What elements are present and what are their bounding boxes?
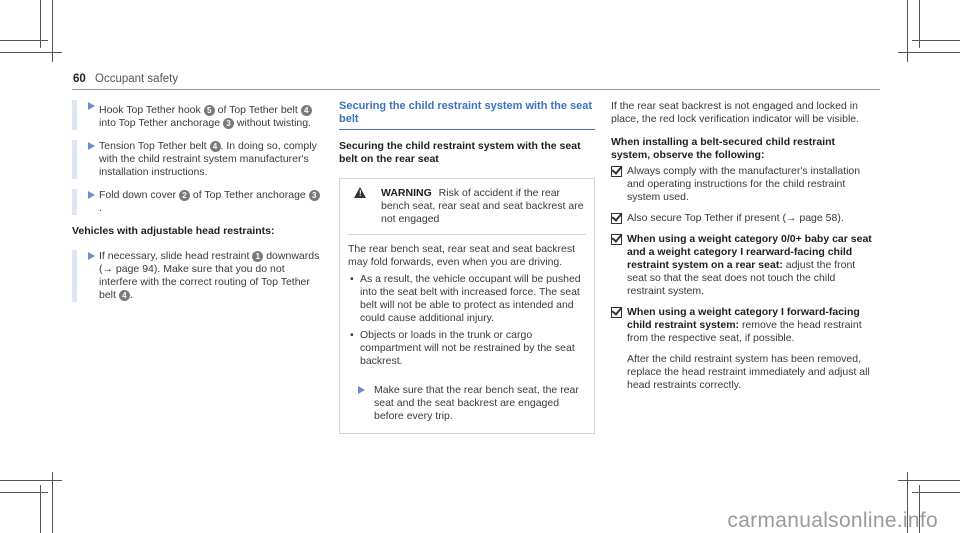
step-text: If necessary, slide head restraint 1 downwards (→ page 94). Make sure that you do not interfere with the correct routing of Top Tether belt 4 . xyxy=(99,250,320,301)
checkbox-icon xyxy=(611,166,622,177)
crop-mark xyxy=(898,52,960,53)
warning-label: WARNING xyxy=(381,187,432,199)
step-arrow-icon xyxy=(88,191,95,199)
crop-mark xyxy=(0,52,62,53)
intro-paragraph: If the rear seat backrest is not engaged and locked in place, the red lock verification indicator will be visible. xyxy=(611,100,860,125)
warning-bullet: • As a result, the vehicle occupant will be pushed into the seat belt with increased force. The seat belt will not be able to protect as intended and could cause additional injury. xyxy=(350,273,581,324)
step-arrow-icon xyxy=(358,386,365,394)
step-text: Tension Top Tether belt 4 . In doing so, comply with the child restraint system manufacturer's installation instructions. xyxy=(99,140,317,178)
column-left xyxy=(72,100,320,312)
checkbox-icon xyxy=(611,307,622,318)
callout-1-icon: 1 xyxy=(252,251,263,262)
callout-4-icon: 4 xyxy=(119,290,130,301)
checklist-heading: When installing a belt-secured child restraint system, observe the following: xyxy=(611,136,836,161)
crop-mark xyxy=(912,492,960,493)
warning-header xyxy=(348,187,586,235)
callout-3-icon: 3 xyxy=(223,118,234,129)
checklist-item: When using a weight category I forward-facing child restraint system: remove the head restraint from the respective seat, if possible. xyxy=(611,306,876,345)
column-middle xyxy=(339,100,595,434)
page-number: 60 xyxy=(73,73,86,85)
step-fold-cover xyxy=(72,189,320,215)
step-text: Hook Top Tether hook 5 of Top Tether belt 4 into Top Tether anchorage 3 without twisting. xyxy=(99,104,312,129)
step-text: Fold down cover 2 of Top Tether anchorage 3. xyxy=(87,189,320,215)
warning-bullet: • Objects or loads in the trunk or cargo compartment will not be restrained by the seat backrest. xyxy=(350,329,575,367)
crop-mark xyxy=(0,40,48,41)
crop-mark xyxy=(912,40,960,41)
checkbox-icon xyxy=(611,213,622,224)
step-arrow-icon xyxy=(88,252,95,260)
warning-box xyxy=(339,178,595,434)
section-subtitle: Securing the child restraint system with the seat belt on the rear seat xyxy=(339,140,581,165)
crop-mark xyxy=(898,480,960,481)
callout-3-icon: 3 xyxy=(309,190,320,201)
column-right xyxy=(611,100,876,402)
after-removal-paragraph: After the child restraint system has been removed, replace the head restraint immediately and adjust all head restraints correctly. xyxy=(627,353,870,391)
step-arrow-icon xyxy=(88,142,95,150)
section-title: Securing the child restraint system with the seat belt xyxy=(339,100,595,130)
warning-title: Risk of accident if the rear bench seat, rear seat and seat backrest are not engaged xyxy=(381,187,584,225)
warning-body: The rear bench seat, rear seat and seat backrest may fold forwards, even when you are driving. xyxy=(348,243,576,268)
crop-mark xyxy=(52,472,53,533)
crop-mark xyxy=(0,480,62,481)
step-arrow-icon xyxy=(88,102,95,110)
bullet-icon: • xyxy=(350,273,354,285)
callout-4-icon: 4 xyxy=(210,141,221,152)
bullet-icon: • xyxy=(350,329,354,341)
page-header xyxy=(73,73,178,85)
header-rule xyxy=(72,89,880,90)
subheading-head-restraints: Vehicles with adjustable head restraints: xyxy=(72,225,275,237)
warning-triangle-icon: ! xyxy=(354,187,366,198)
crop-mark xyxy=(0,492,48,493)
step-slide-head-restraint xyxy=(72,250,320,302)
warning-step: Make sure that the rear bench seat, the rear seat and the seat backrest are engaged before every trip. xyxy=(348,384,586,423)
step-tension-belt xyxy=(72,140,320,179)
checklist-item: When using a weight category 0/0+ baby car seat and a weight category I rearward-facing child restraint system on a rear seat: adjust the front seat so that the seat does not touch the child restraint system. xyxy=(611,233,876,298)
checklist-item: Always comply with the manufacturer's installation and operating instructions for the child restraint system used. xyxy=(611,165,876,204)
callout-4-icon: 4 xyxy=(301,105,312,116)
callout-2-icon: 2 xyxy=(179,190,190,201)
callout-5-icon: 5 xyxy=(204,105,215,116)
section-name: Occupant safety xyxy=(95,73,179,85)
checklist-item: Also secure Top Tether if present (→ page 58). xyxy=(611,212,876,225)
watermark: carmanualsonline.info xyxy=(727,509,938,532)
checkbox-icon xyxy=(611,234,622,245)
step-hook-tether xyxy=(72,100,320,130)
